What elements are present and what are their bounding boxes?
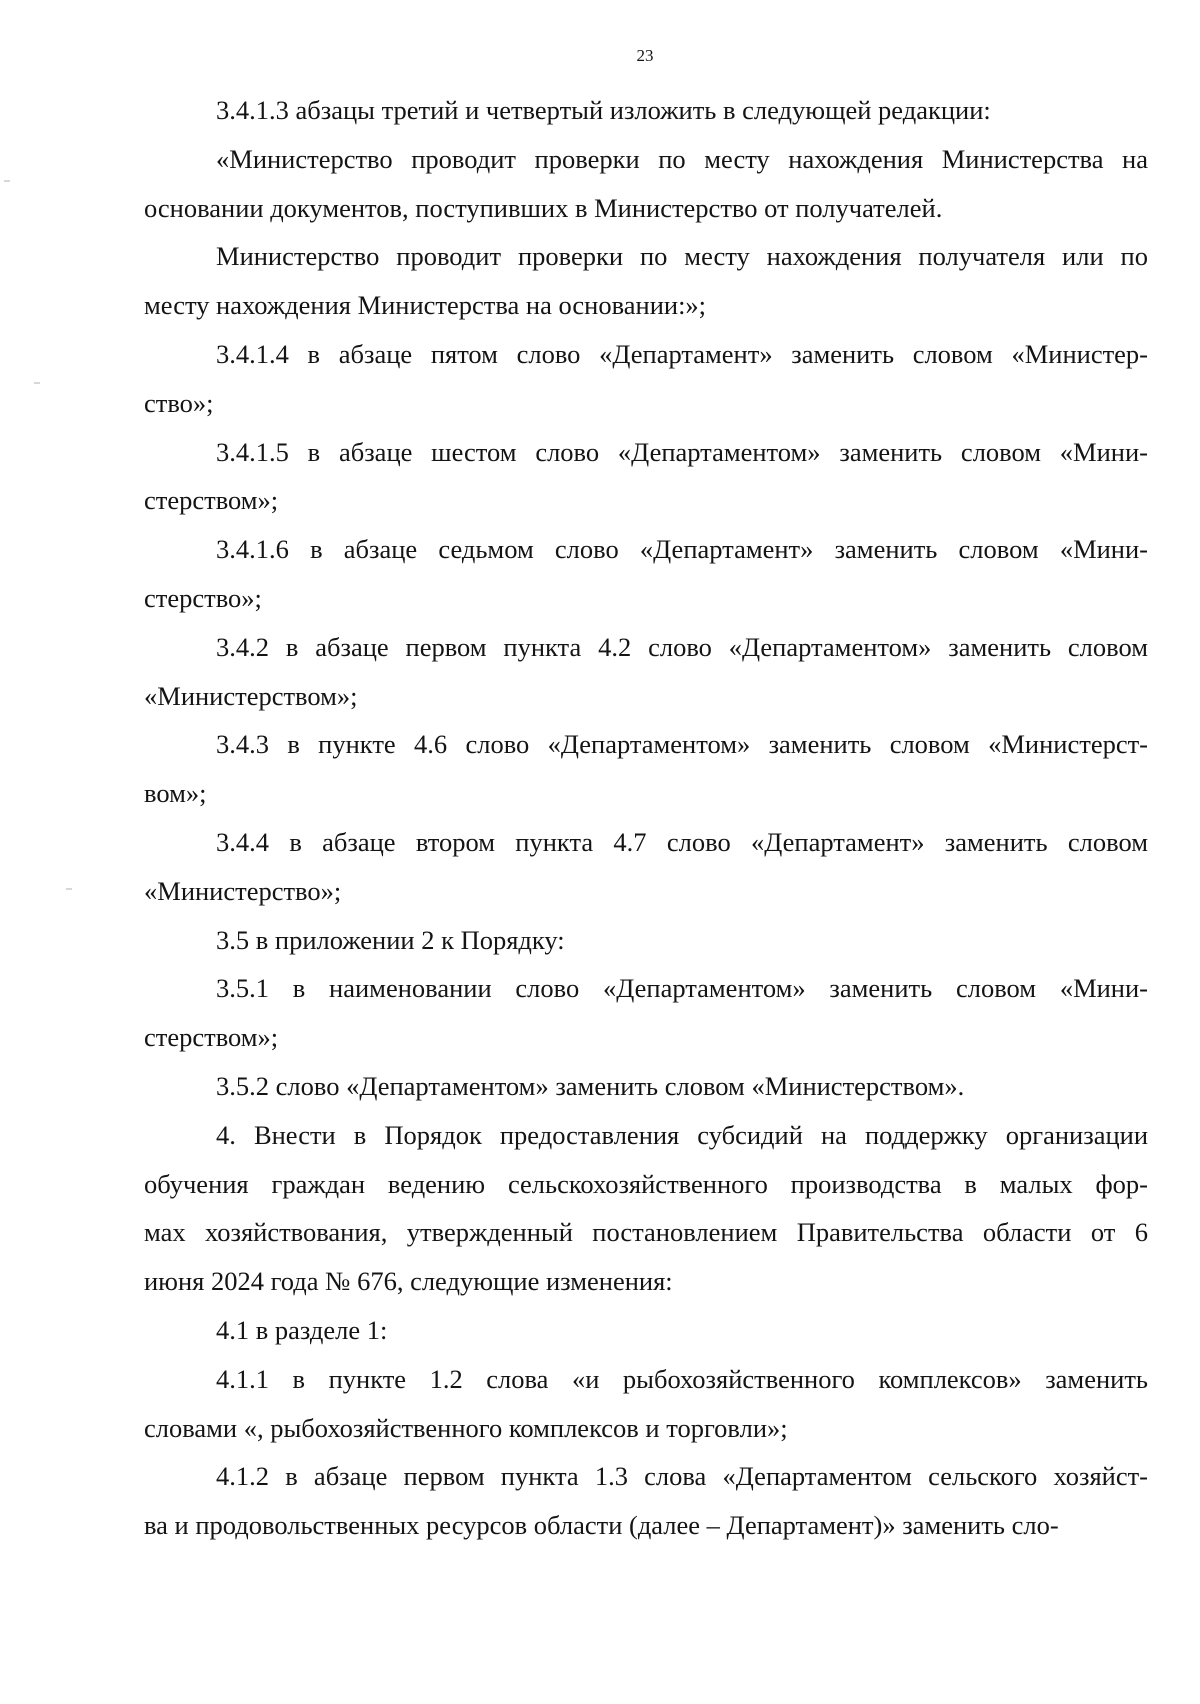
text-line: 4.1 в разделе 1:: [216, 1314, 388, 1345]
paragraph-p-4-1-1: [144, 1355, 1148, 1453]
scan-artifact-mark: [34, 382, 40, 384]
text-line: 3.4.2 в абзаце первом пункта 4.2 слово «Департаментом» заменить словом: [216, 631, 1148, 662]
paragraph-p-3-4-3: [144, 720, 1148, 818]
text-line: 4.1.1 в пункте 1.2 слова «и рыбохозяйственного комплексов» заменить: [216, 1363, 1148, 1394]
text-line: 3.4.1.3 абзацы третий и четвертый изложить в следующей редакции:: [216, 95, 991, 125]
text-line: июня 2024 года № 676, следующие изменения:: [144, 1266, 673, 1297]
paragraph-p-3-4-1-4: [144, 330, 1148, 428]
paragraph-p-4-1-2: [144, 1452, 1148, 1550]
paragraph-p-3-5-1: [144, 964, 1148, 1062]
text-line: 4. Внести в Порядок предоставления субсидий на поддержку организации: [216, 1119, 1148, 1150]
text-line: 3.4.1.4 в абзаце пятом слово «Департамент» заменить словом «Министер-: [216, 338, 1148, 369]
text-line: 4.1.2 в абзаце первом пункта 1.3 слова «Департаментом сельского хозяйст-: [216, 1461, 1148, 1492]
document-body: [144, 86, 1148, 1550]
scan-artifact-mark: [4, 180, 10, 182]
paragraph-p-3-4-1-3: [144, 86, 1148, 135]
text-line: мах хозяйствования, утвержденный постановлением Правительства области от 6: [144, 1217, 1148, 1248]
scan-artifact-mark: [66, 888, 72, 890]
text-line: стерство»;: [144, 582, 262, 613]
paragraph-p-3-4-1-6: [144, 525, 1148, 623]
text-line: «Министерство проводит проверки по месту нахождения Министерства на: [216, 143, 1148, 174]
text-line: стерством»;: [144, 485, 279, 516]
paragraph-p-4-1: [144, 1306, 1148, 1355]
paragraph-p-3-4-1-5: [144, 428, 1148, 526]
text-line: стерством»;: [144, 1022, 279, 1053]
text-line: основании документов, поступивших в Министерство от получателей.: [144, 192, 943, 223]
text-line: ство»;: [144, 387, 214, 418]
text-line: 3.5.2 слово «Департаментом» заменить словом «Министерством».: [216, 1070, 965, 1101]
text-line: обучения граждан ведению сельскохозяйственного производства в малых фор-: [144, 1168, 1148, 1199]
text-line: «Министерством»;: [144, 680, 358, 711]
text-line: 3.4.1.5 в абзаце шестом слово «Департаментом» заменить словом «Мини-: [216, 436, 1148, 467]
paragraph-p-3-5-2: [144, 1062, 1148, 1111]
paragraph-p-quote-2: [144, 232, 1148, 330]
paragraph-p-quote-1: [144, 135, 1148, 233]
text-line: ва и продовольственных ресурсов области (далее – Департамент)» заменить сло-: [144, 1510, 1059, 1541]
text-line: 3.5 в приложении 2 к Порядку:: [216, 924, 565, 955]
text-line: вом»;: [144, 778, 207, 809]
text-line: 3.4.4 в абзаце втором пункта 4.7 слово «Департамент» заменить словом: [216, 826, 1148, 857]
paragraph-p-3-4-2: [144, 623, 1148, 721]
text-line: месту нахождения Министерства на основании:»;: [144, 290, 707, 321]
text-line: Министерство проводит проверки по месту нахождения получателя или по: [216, 241, 1148, 272]
text-line: «Министерство»;: [144, 875, 342, 906]
paragraph-p-3-5: [144, 916, 1148, 965]
text-line: 3.4.1.6 в абзаце седьмом слово «Департамент» заменить словом «Мини-: [216, 534, 1148, 565]
text-line: 3.4.3 в пункте 4.6 слово «Департаментом» заменить словом «Министерст-: [216, 729, 1148, 760]
text-line: 3.5.1 в наименовании слово «Департаментом» заменить словом «Мини-: [216, 973, 1148, 1004]
text-line: словами «, рыбохозяйственного комплексов и торговли»;: [144, 1412, 788, 1443]
paragraph-p-4: [144, 1111, 1148, 1306]
page-number: 23: [636, 46, 654, 65]
paragraph-p-3-4-4: [144, 818, 1148, 916]
